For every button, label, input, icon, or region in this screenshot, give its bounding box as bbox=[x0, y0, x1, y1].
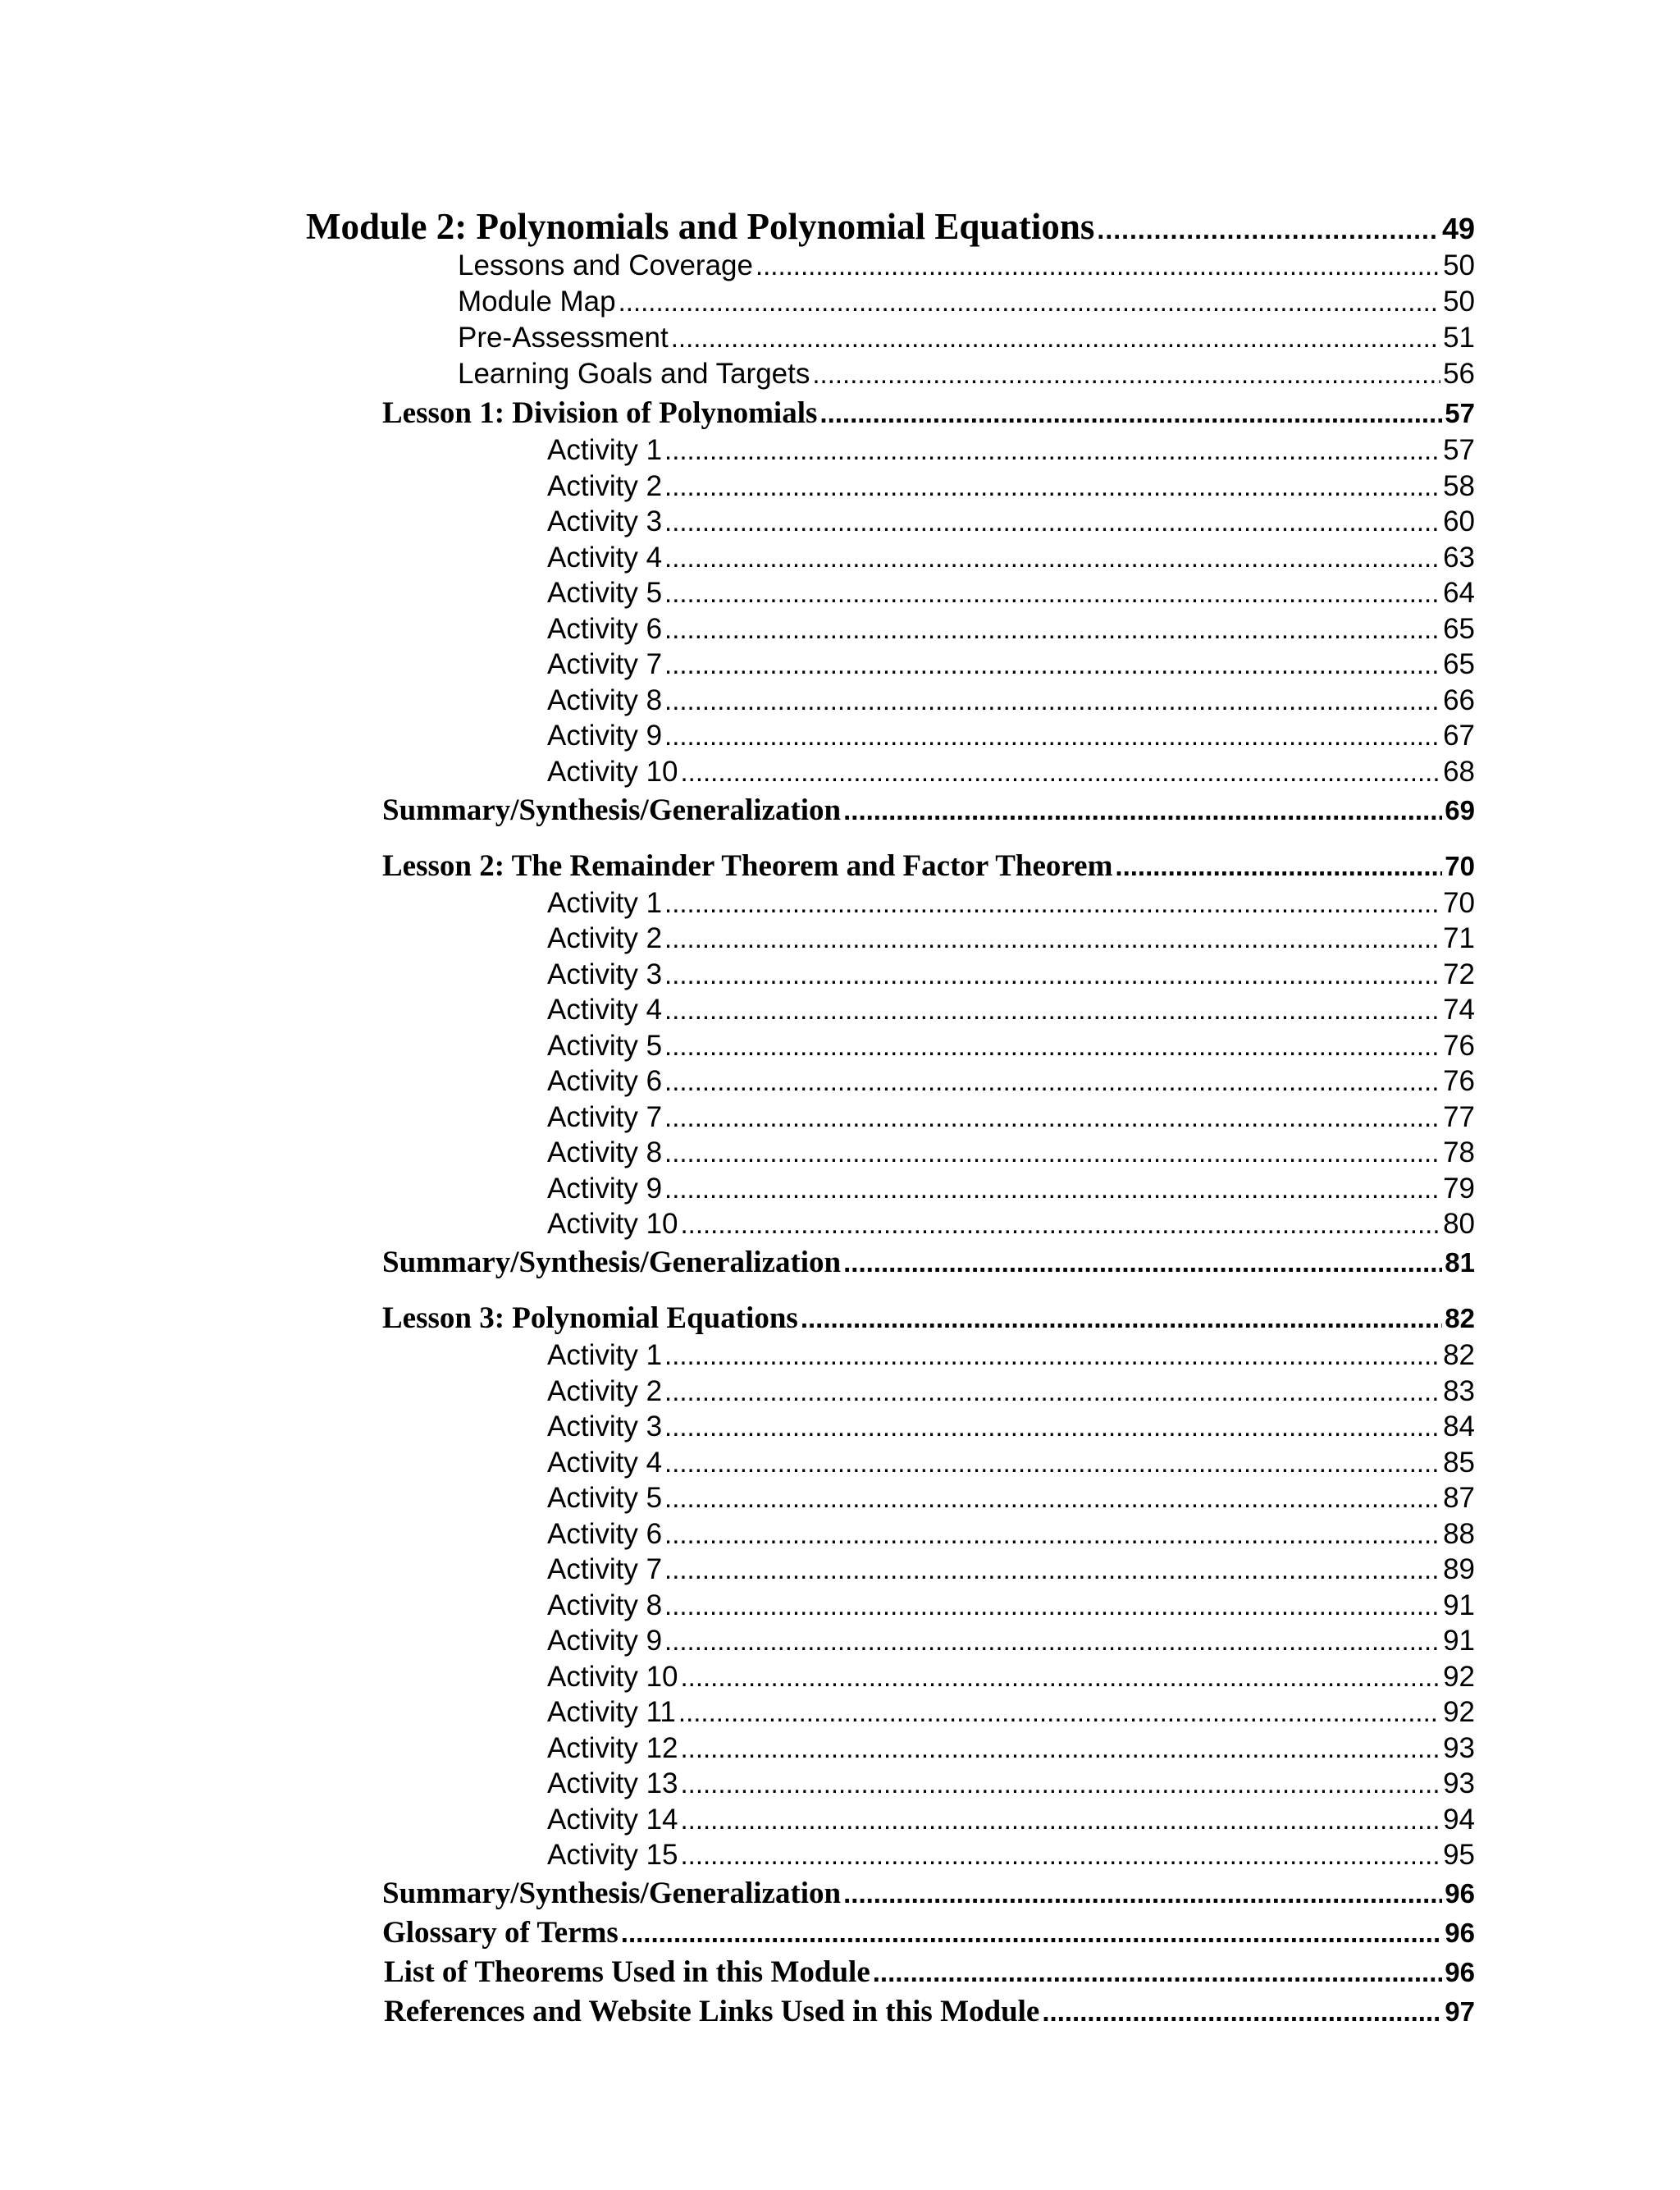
dot-leader bbox=[664, 1590, 1440, 1621]
toc-activity-entry[interactable] bbox=[547, 1839, 1475, 1875]
toc-page-number: 88 bbox=[1443, 1518, 1475, 1550]
dot-leader bbox=[664, 1625, 1440, 1657]
toc-page-number: 63 bbox=[1443, 542, 1475, 574]
dot-leader bbox=[664, 649, 1440, 680]
toc-page-number: 87 bbox=[1443, 1482, 1475, 1514]
toc-page-number: 69 bbox=[1445, 795, 1475, 825]
dot-leader bbox=[678, 1697, 1440, 1728]
toc-entry-title: Activity 7 bbox=[547, 1101, 663, 1133]
toc-entry-module-map[interactable] bbox=[458, 286, 1475, 322]
toc-entry-title: Activity 9 bbox=[547, 1173, 663, 1205]
toc-entry-title: Activity 11 bbox=[547, 1696, 676, 1728]
dot-leader bbox=[873, 1957, 1443, 1988]
toc-activity-entry[interactable] bbox=[547, 577, 1475, 613]
toc-entry-title: Activity 5 bbox=[547, 1482, 663, 1514]
dot-leader bbox=[843, 1878, 1442, 1909]
toc-page-number: 50 bbox=[1443, 286, 1475, 318]
toc-page-number: 56 bbox=[1443, 358, 1475, 390]
dot-leader bbox=[664, 614, 1440, 645]
toc-lesson-1-summary[interactable] bbox=[382, 793, 1475, 830]
toc-activity-entry[interactable] bbox=[547, 1553, 1475, 1589]
dot-leader bbox=[681, 1662, 1441, 1693]
toc-page-number: 77 bbox=[1443, 1101, 1475, 1133]
toc-entry-title: Learning Goals and Targets bbox=[458, 358, 810, 390]
toc-activity-entry[interactable] bbox=[547, 1208, 1475, 1244]
toc-entry-title: Summary/Synthesis/Generalization bbox=[382, 1877, 842, 1910]
dot-leader bbox=[664, 1173, 1440, 1205]
toc-entry-title: Activity 14 bbox=[547, 1804, 678, 1836]
toc-entry-title: Activity 6 bbox=[547, 613, 663, 645]
dot-leader bbox=[664, 994, 1440, 1026]
toc-page-number: 80 bbox=[1443, 1208, 1475, 1240]
toc-entry-title: Activity 7 bbox=[547, 1553, 663, 1585]
toc-activity-entry[interactable] bbox=[547, 1518, 1475, 1554]
toc-page-number: 71 bbox=[1443, 922, 1475, 954]
toc-activity-entry[interactable] bbox=[547, 994, 1475, 1030]
toc-activity-entry[interactable] bbox=[547, 1732, 1475, 1768]
dot-leader bbox=[681, 1840, 1441, 1871]
toc-page-number: 82 bbox=[1443, 1339, 1475, 1371]
toc-activity-entry[interactable] bbox=[547, 1696, 1475, 1732]
toc-activity-entry[interactable] bbox=[547, 1589, 1475, 1625]
toc-page-number: 65 bbox=[1443, 613, 1475, 645]
dot-leader bbox=[664, 685, 1440, 716]
toc-activity-entry[interactable] bbox=[547, 720, 1475, 756]
dot-leader bbox=[664, 1031, 1440, 1062]
dot-leader bbox=[664, 471, 1440, 502]
dot-leader bbox=[664, 1137, 1440, 1168]
dot-leader bbox=[843, 795, 1442, 826]
toc-page-number: 96 bbox=[1445, 1918, 1475, 1948]
dot-leader bbox=[664, 1483, 1440, 1514]
toc-page-number: 78 bbox=[1443, 1136, 1475, 1168]
toc-entry-title: Activity 2 bbox=[547, 470, 663, 502]
toc-page-number: 50 bbox=[1443, 249, 1475, 281]
toc-page-number: 65 bbox=[1443, 648, 1475, 680]
toc-lesson-3-heading[interactable] bbox=[382, 1301, 1475, 1338]
toc-activity-entry[interactable] bbox=[547, 505, 1475, 542]
dot-leader bbox=[621, 1918, 1443, 1949]
toc-entry-glossary[interactable] bbox=[382, 1915, 1475, 1953]
dot-leader bbox=[664, 1519, 1440, 1550]
toc-entry-title: Module Map bbox=[458, 286, 616, 318]
toc-entry-title: Activity 3 bbox=[547, 958, 663, 990]
toc-entry-title: References and Website Links Used in this Module bbox=[384, 1995, 1040, 2028]
toc-entry-title: Activity 8 bbox=[547, 1136, 663, 1168]
dot-leader bbox=[681, 1768, 1441, 1799]
dot-leader bbox=[664, 959, 1440, 990]
toc-page-number: 66 bbox=[1443, 684, 1475, 716]
toc-page-number: 96 bbox=[1445, 1878, 1475, 1909]
dot-leader bbox=[664, 1376, 1440, 1407]
toc-entry-pre-assessment[interactable] bbox=[458, 322, 1475, 358]
toc-entry-title: Activity 15 bbox=[547, 1839, 678, 1871]
toc-activity-entry[interactable] bbox=[547, 1625, 1475, 1661]
toc-activity-entry[interactable] bbox=[547, 470, 1475, 506]
dot-leader bbox=[664, 435, 1440, 466]
toc-page-number: 70 bbox=[1445, 851, 1475, 881]
dot-leader bbox=[843, 1247, 1442, 1278]
toc-activity-entry[interactable] bbox=[547, 1339, 1475, 1375]
dot-leader bbox=[664, 1340, 1440, 1371]
dot-leader bbox=[812, 359, 1440, 390]
dot-leader bbox=[664, 578, 1440, 609]
toc-activity-entry[interactable] bbox=[547, 1804, 1475, 1840]
toc-entry-title: Module 2: Polynomials and Polynomial Equations bbox=[306, 206, 1095, 247]
toc-page-number: 64 bbox=[1443, 577, 1475, 609]
toc-page-number: 51 bbox=[1443, 322, 1475, 354]
toc-page-number: 57 bbox=[1445, 398, 1475, 428]
toc-entry-title: Activity 1 bbox=[547, 887, 663, 919]
dot-leader bbox=[801, 1303, 1442, 1334]
dot-leader bbox=[671, 322, 1440, 354]
toc-entry-theorems[interactable] bbox=[384, 1955, 1475, 1992]
toc-page-number: 95 bbox=[1443, 1839, 1475, 1871]
toc-entry-title: Activity 6 bbox=[547, 1518, 663, 1550]
toc-entry-title: Activity 1 bbox=[547, 434, 663, 466]
toc-page-number: 76 bbox=[1443, 1065, 1475, 1097]
toc-page-number: 81 bbox=[1445, 1247, 1475, 1278]
toc-lesson-2-heading[interactable] bbox=[382, 848, 1475, 886]
toc-entry-title: Activity 10 bbox=[547, 1208, 678, 1240]
toc-activity-entry[interactable] bbox=[547, 1375, 1475, 1411]
toc-activity-entry[interactable] bbox=[547, 1173, 1475, 1209]
toc-entry-learning-goals[interactable] bbox=[458, 358, 1475, 394]
dot-leader bbox=[681, 757, 1441, 788]
toc-lesson-1-heading[interactable] bbox=[382, 395, 1475, 433]
toc-activity-entry[interactable] bbox=[547, 613, 1475, 649]
toc-entry-title: Lessons and Coverage bbox=[458, 249, 753, 281]
dot-leader bbox=[681, 1209, 1441, 1240]
toc-activity-entry[interactable] bbox=[547, 684, 1475, 720]
toc-entry-title: Lesson 2: The Remainder Theorem and Factor Theorem bbox=[382, 849, 1113, 883]
toc-entry-title: List of Theorems Used in this Module bbox=[384, 1955, 870, 1989]
toc-entry-title: Activity 5 bbox=[547, 1030, 663, 1062]
toc-entry-title: Activity 1 bbox=[547, 1339, 663, 1371]
toc-activity-entry[interactable] bbox=[547, 1101, 1475, 1137]
toc-entry-title: Activity 10 bbox=[547, 756, 678, 788]
toc-entry-title: Activity 13 bbox=[547, 1767, 678, 1799]
toc-module-heading[interactable] bbox=[306, 205, 1475, 248]
toc-entry-title: Summary/Synthesis/Generalization bbox=[382, 793, 842, 827]
toc-activity-entry[interactable] bbox=[547, 1065, 1475, 1101]
toc-page-number: 79 bbox=[1443, 1173, 1475, 1205]
dot-leader bbox=[664, 1102, 1440, 1133]
toc-activity-entry[interactable] bbox=[547, 1447, 1475, 1483]
dot-leader bbox=[1042, 1996, 1442, 2028]
toc-entry-title: Activity 4 bbox=[547, 994, 663, 1026]
toc-entry-title: Activity 4 bbox=[547, 1447, 663, 1479]
toc-page-number: 60 bbox=[1443, 505, 1475, 537]
toc-entry-title: Activity 5 bbox=[547, 577, 663, 609]
toc-activity-entry[interactable] bbox=[547, 1410, 1475, 1447]
dot-leader bbox=[756, 250, 1440, 281]
toc-entry-title: Activity 2 bbox=[547, 922, 663, 954]
toc-entry-title: Pre-Assessment bbox=[458, 322, 669, 354]
toc-page-number: 89 bbox=[1443, 1553, 1475, 1585]
toc-activity-entry[interactable] bbox=[547, 887, 1475, 923]
toc-page-number: 72 bbox=[1443, 958, 1475, 990]
toc-page-number: 82 bbox=[1445, 1303, 1475, 1333]
toc-lesson-3-summary[interactable] bbox=[382, 1876, 1475, 1913]
toc-page-number: 68 bbox=[1443, 756, 1475, 788]
toc-entry-title: Lesson 3: Polynomial Equations bbox=[382, 1301, 798, 1335]
toc-page-number: 67 bbox=[1443, 720, 1475, 752]
toc-page-number: 49 bbox=[1441, 212, 1475, 245]
toc-entry-references[interactable] bbox=[384, 1994, 1475, 2032]
toc-entry-title: Glossary of Terms bbox=[382, 1916, 619, 1950]
dot-leader bbox=[664, 1447, 1440, 1479]
toc-activity-entry[interactable] bbox=[547, 648, 1475, 684]
toc-activity-entry[interactable] bbox=[547, 1030, 1475, 1066]
dot-leader bbox=[664, 923, 1440, 954]
toc-activity-entry[interactable] bbox=[547, 1482, 1475, 1518]
dot-leader bbox=[619, 286, 1440, 318]
dot-leader bbox=[664, 1554, 1440, 1585]
toc-entry-title: Activity 9 bbox=[547, 720, 663, 752]
toc-page-number: 83 bbox=[1443, 1375, 1475, 1407]
dot-leader bbox=[664, 1411, 1440, 1442]
toc-page-number: 57 bbox=[1443, 434, 1475, 466]
toc-page-number: 92 bbox=[1443, 1696, 1475, 1728]
toc-page-number: 91 bbox=[1443, 1589, 1475, 1621]
toc-activity-entry[interactable] bbox=[547, 756, 1475, 792]
toc-page-number: 84 bbox=[1443, 1410, 1475, 1442]
toc-page-number: 74 bbox=[1443, 994, 1475, 1026]
toc-activity-entry[interactable] bbox=[547, 542, 1475, 578]
toc-entry-title: Lesson 1: Division of Polynomials bbox=[382, 396, 818, 430]
toc-entry-title: Activity 10 bbox=[547, 1661, 678, 1693]
dot-leader bbox=[681, 1804, 1441, 1836]
dot-leader bbox=[664, 506, 1440, 537]
toc-activity-entry[interactable] bbox=[547, 1767, 1475, 1804]
toc-page-number: 58 bbox=[1443, 470, 1475, 502]
toc-page-number: 97 bbox=[1445, 1996, 1475, 2027]
toc-entry-lessons-coverage[interactable] bbox=[458, 249, 1475, 286]
toc-entry-title: Activity 9 bbox=[547, 1625, 663, 1657]
toc-page-number: 85 bbox=[1443, 1447, 1475, 1479]
dot-leader bbox=[1115, 851, 1442, 882]
toc-activity-entry[interactable] bbox=[547, 958, 1475, 994]
toc-page-number: 91 bbox=[1443, 1625, 1475, 1657]
dot-leader bbox=[819, 398, 1442, 429]
toc-entry-title: Activity 3 bbox=[547, 1410, 663, 1442]
toc-entry-title: Activity 8 bbox=[547, 1589, 663, 1621]
dot-leader bbox=[664, 1066, 1440, 1097]
toc-activity-entry[interactable] bbox=[547, 434, 1475, 470]
toc-page-number: 70 bbox=[1443, 887, 1475, 919]
toc-entry-title: Activity 2 bbox=[547, 1375, 663, 1407]
toc-entry-title: Activity 4 bbox=[547, 542, 663, 574]
toc-page-number: 92 bbox=[1443, 1661, 1475, 1693]
toc-page-number: 94 bbox=[1443, 1804, 1475, 1836]
dot-leader bbox=[1097, 215, 1440, 245]
dot-leader bbox=[681, 1733, 1441, 1764]
toc-entry-title: Activity 7 bbox=[547, 648, 663, 680]
toc-entry-title: Activity 12 bbox=[547, 1732, 678, 1764]
toc-page-number: 76 bbox=[1443, 1030, 1475, 1062]
dot-leader bbox=[664, 720, 1440, 752]
toc-entry-title: Summary/Synthesis/Generalization bbox=[382, 1246, 842, 1279]
toc-page-number: 93 bbox=[1443, 1767, 1475, 1799]
toc-entry-title: Activity 8 bbox=[547, 684, 663, 716]
toc-activity-entry[interactable] bbox=[547, 1661, 1475, 1697]
dot-leader bbox=[664, 542, 1440, 574]
toc-activity-entry[interactable] bbox=[547, 1136, 1475, 1173]
toc-lesson-2-summary[interactable] bbox=[382, 1245, 1475, 1282]
toc-page-number: 93 bbox=[1443, 1732, 1475, 1764]
toc-entry-title: Activity 6 bbox=[547, 1065, 663, 1097]
dot-leader bbox=[664, 888, 1440, 919]
toc-entry-title: Activity 3 bbox=[547, 505, 663, 537]
toc-activity-entry[interactable] bbox=[547, 922, 1475, 958]
toc-page-number: 96 bbox=[1445, 1957, 1475, 1987]
